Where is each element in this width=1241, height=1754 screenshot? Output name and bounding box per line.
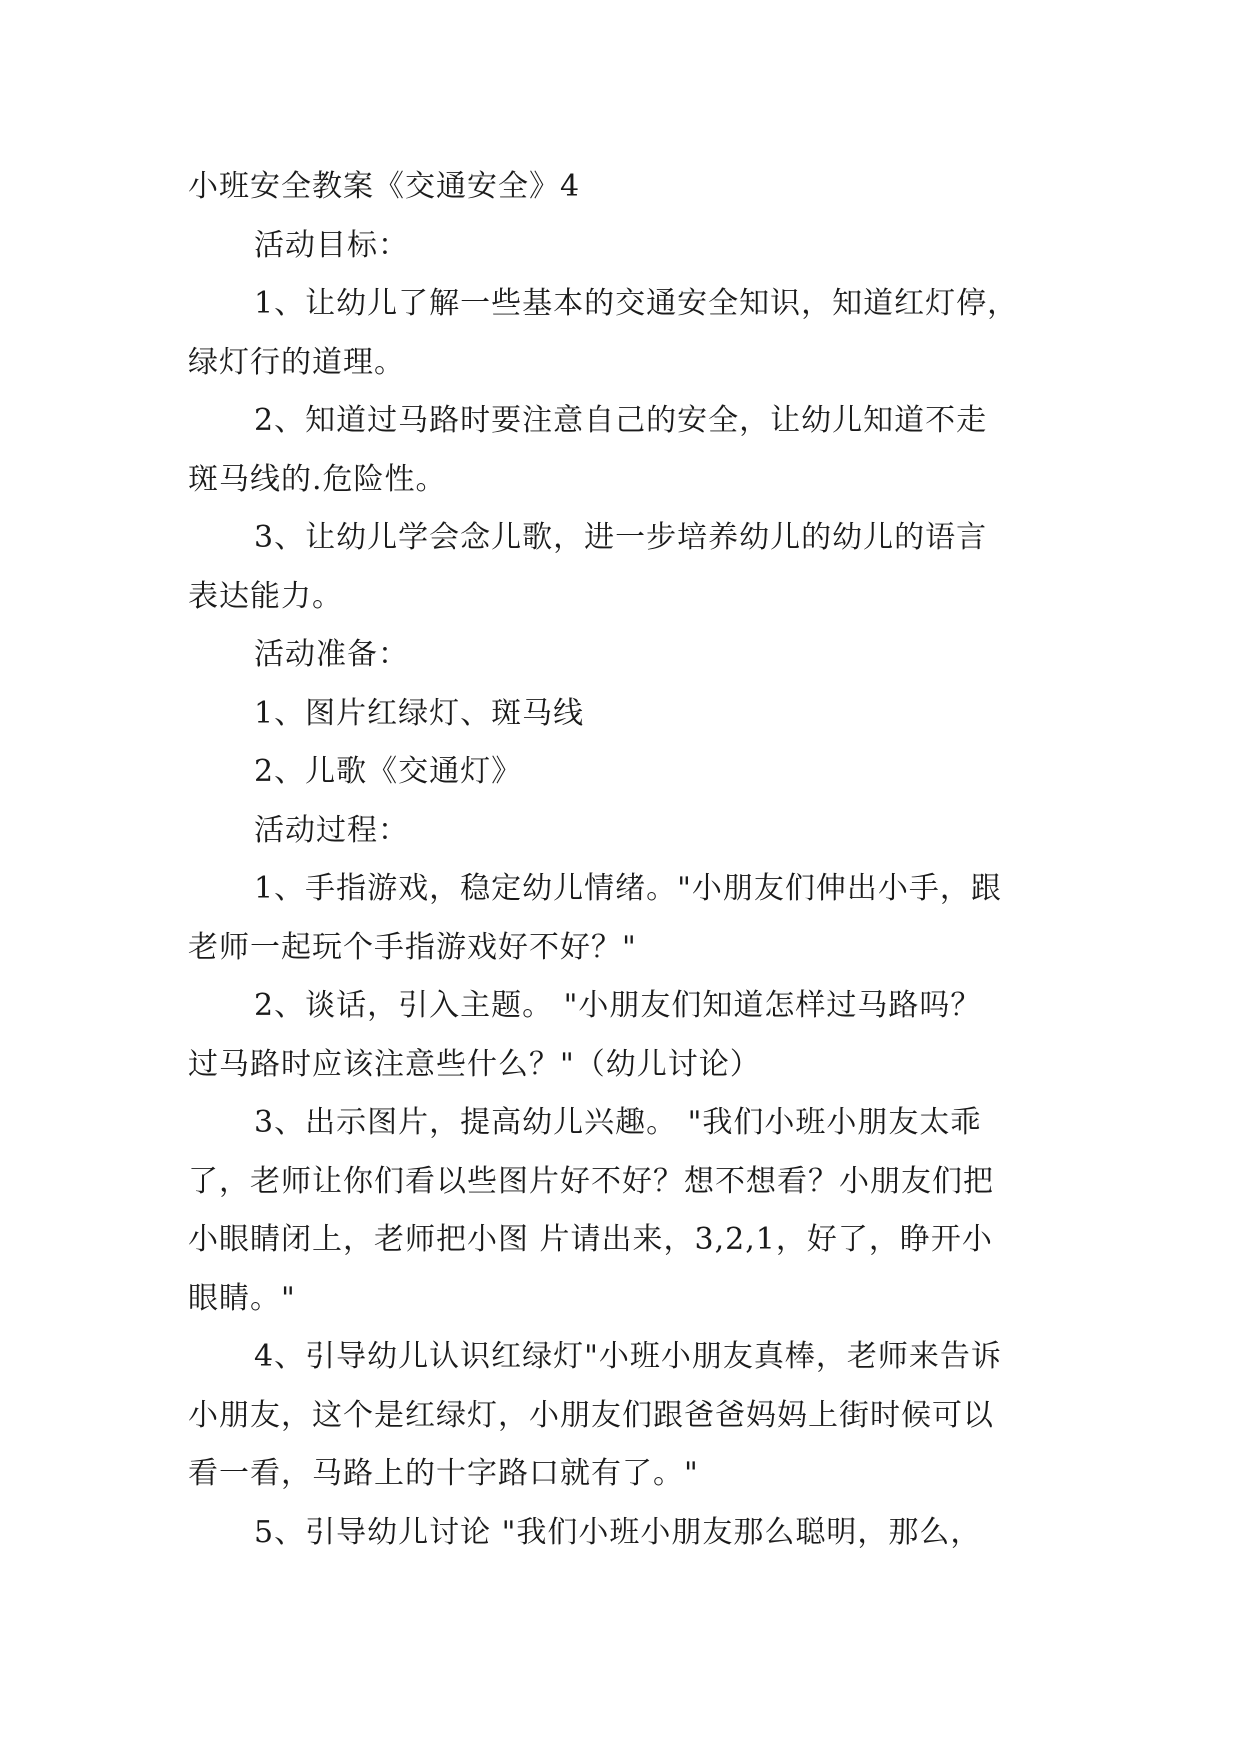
paragraph-line: 1、图片红绿灯、斑马线 — [254, 695, 585, 731]
paragraph-line: 2、知道过马路时要注意自己的安全，让幼儿知道不走 — [254, 403, 988, 438]
paragraph-line: 3、出示图片，提高幼儿兴趣。 "我们小班小朋友太乖 — [254, 1105, 982, 1140]
paragraph-line: 5、引导幼儿讨论 "我们小班小朋友那么聪明，那么， — [254, 1514, 982, 1550]
paragraph-line: 绿灯行的道理。 — [188, 344, 405, 380]
paragraph-line: 小朋友，这个是红绿灯，小朋友们跟爸爸妈妈上街时候可以 — [188, 1397, 994, 1433]
paragraph-line: 小眼睛闭上，老师把小图 片请出来，3,2,1，好了，睁开小 — [188, 1222, 993, 1257]
paragraph-line: 了，老师让你们看以些图片好不好？想不想看？小朋友们把 — [188, 1163, 994, 1199]
document-title: 小班安全教案《交通安全》4 — [188, 169, 581, 204]
paragraph-line: 3、让幼儿学会念儿歌，进一步培养幼儿的幼儿的语言 — [254, 520, 988, 555]
paragraph-line: 眼睛。" — [188, 1280, 296, 1316]
paragraph-line: 过马路时应该注意些什么？"（幼儿讨论） — [188, 1046, 761, 1082]
paragraph-line: 1、手指游戏，稳定幼儿情绪。"小朋友们伸出小手，跟 — [254, 871, 1002, 906]
paragraph-line: 老师一起玩个手指游戏好不好？" — [188, 929, 637, 965]
paragraph-line: 1、让幼儿了解一些基本的交通安全知识，知道红灯停， — [254, 286, 1019, 321]
paragraph-line: 表达能力。 — [188, 578, 343, 614]
document-body — [188, 158, 1068, 1562]
paragraph-line: 看一看，马路上的十字路口就有了。" — [188, 1456, 699, 1491]
paragraph-line: 活动目标： — [254, 227, 409, 263]
paragraph-line: 活动过程： — [254, 812, 409, 848]
paragraph-line: 斑马线的.危险性。 — [188, 461, 447, 497]
paragraph-line: 2、谈话，引入主题。 "小朋友们知道怎样过马路吗？ — [254, 988, 982, 1023]
paragraph-line: 活动准备： — [254, 637, 409, 672]
paragraph-line: 4、引导幼儿认识红绿灯"小班小朋友真棒，老师来告诉 — [254, 1339, 1002, 1374]
paragraph-line: 2、儿歌《交通灯》 — [254, 754, 523, 789]
